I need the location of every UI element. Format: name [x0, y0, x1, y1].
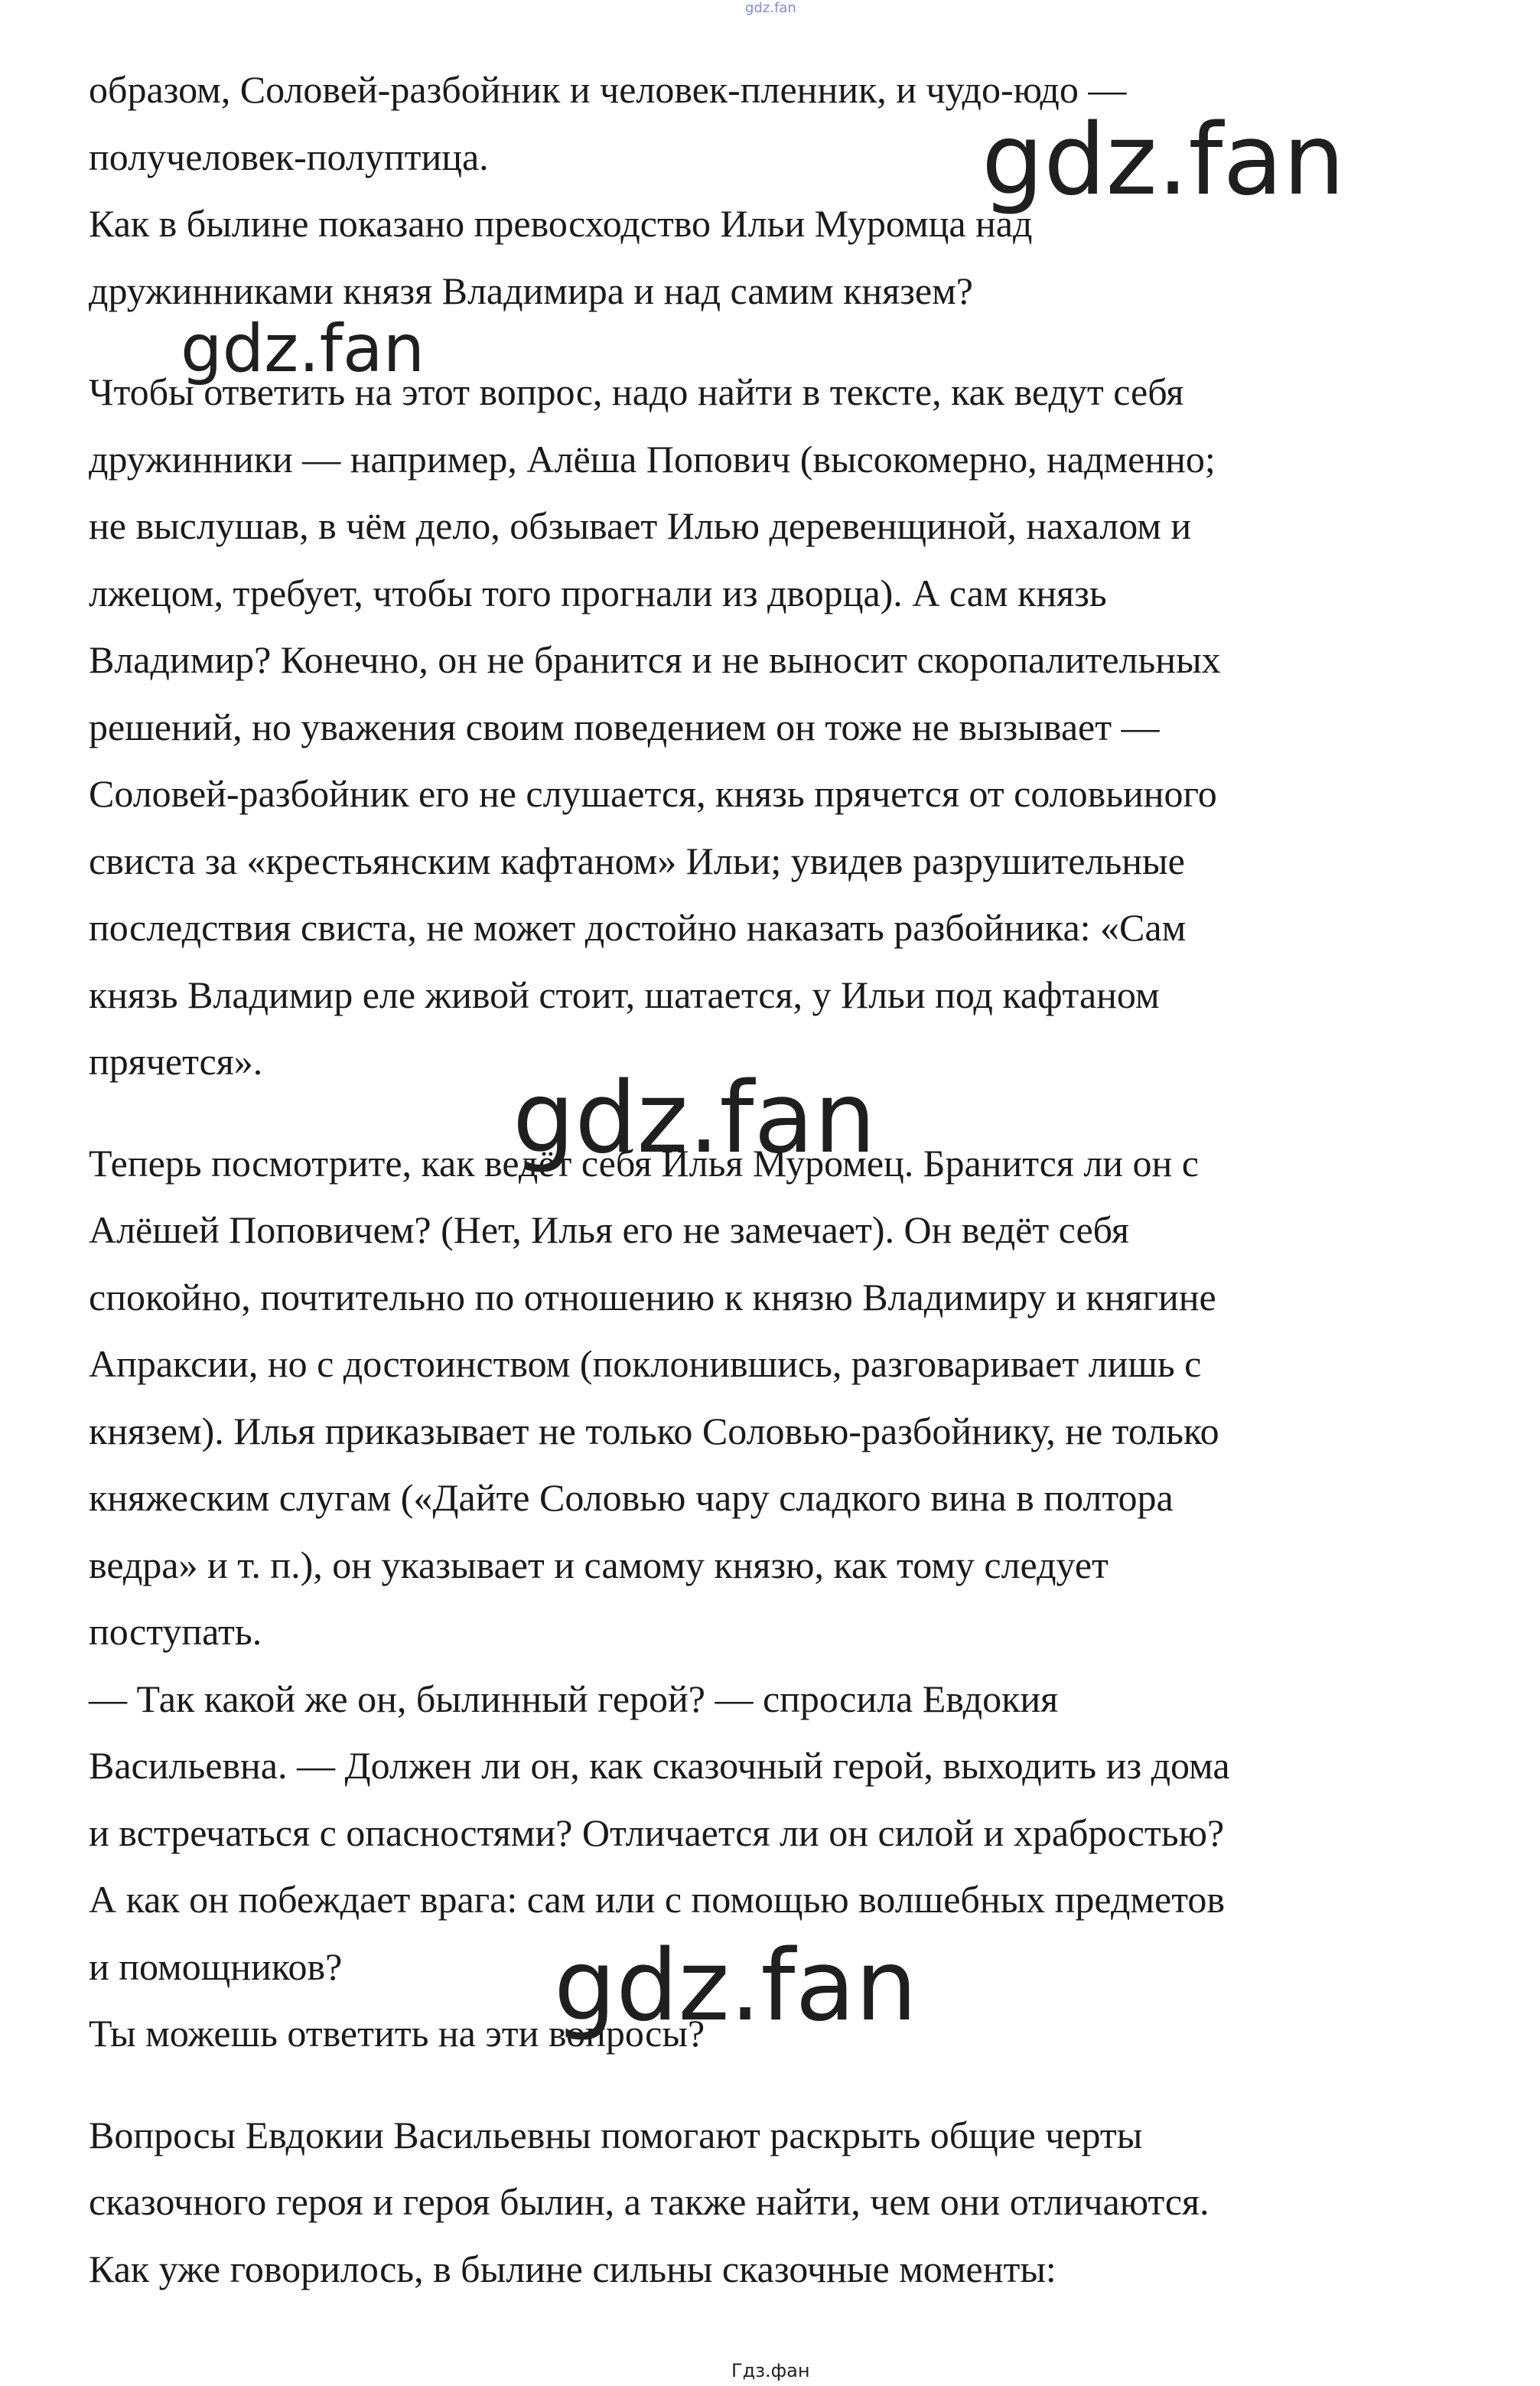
- text-line: образом, Соловей-разбойник и человек-пленник, и чудо-юдо —: [89, 68, 1127, 111]
- text-line: Соловей-разбойник его не слушается, князь прячется от соловьиного: [89, 772, 1217, 815]
- text-line: Вопросы Евдокии Васильевны помогают раскрыть общие черты: [89, 2113, 1143, 2156]
- text-line: спокойно, почтительно по отношению к князю Владимиру и княгине: [89, 1275, 1216, 1318]
- text-line: Как уже говорилось, в былине сильны сказочные моменты:: [89, 2247, 1057, 2290]
- text-line: Васильевна. — Должен ли он, как сказочный герой, выходить из дома: [89, 1744, 1230, 1787]
- text-line: А как он побеждает врага: сам или с помощью волшебных предметов: [89, 1878, 1226, 1921]
- text-line: прячется».: [89, 1040, 263, 1083]
- text-line: поступать.: [89, 1610, 262, 1653]
- watermark: gdz.fan: [554, 1929, 917, 2043]
- text-line: не выслушав, в чём дело, обзывает Илью деревенщиной, нахалом и: [89, 504, 1192, 547]
- text-line: лжецом, требует, чтобы того прогнали из дворца). А сам князь: [89, 571, 1107, 614]
- text-line: дружинники — например, Алёша Попович (высокомерно, надменно;: [89, 437, 1216, 481]
- text-line: последствия свиста, не может достойно наказать разбойника: «Сам: [89, 906, 1187, 949]
- text-line: получеловек-полуптица.: [89, 135, 489, 178]
- page-footer: Гдз.фан: [731, 2360, 810, 2381]
- text-line: Ты можешь ответить на эти вопросы?: [89, 2012, 705, 2055]
- text-line: и помощников?: [89, 1944, 343, 1988]
- text-line: Апраксии, но с достоинством (поклонившись, разговаривает лишь с: [89, 1342, 1202, 1385]
- paragraph: [89, 359, 1466, 1096]
- site-mark-top: gdz.fan: [745, 0, 796, 16]
- text-line: Чтобы ответить на этот вопрос, надо найти в тексте, как ведут себя: [89, 370, 1184, 413]
- text-line: князь Владимир еле живой стоит, шатается, у Ильи под кафтаном: [89, 973, 1160, 1016]
- paragraph: [89, 2102, 1466, 2303]
- text-line: Владимир? Конечно, он не бранится и не выносит скоропалительных: [89, 638, 1221, 681]
- text-line: князем). Илья приказывает не только Соловью-разбойнику, не только: [89, 1409, 1219, 1452]
- watermark: gdz.fan: [181, 311, 425, 387]
- text-line: Теперь посмотрите, как ведёт себя Илья Муромец. Бранится ли он с: [89, 1141, 1200, 1185]
- text-line: княжеским слугам («Дайте Соловью чару сладкого вина в полтора: [89, 1476, 1174, 1519]
- text-line: решений, но уважения своим поведением он тоже не вызывает —: [89, 705, 1160, 748]
- text-line: дружинниками князя Владимира и над самим князем?: [89, 269, 973, 312]
- paragraph: [89, 1130, 1466, 2068]
- watermark: gdz.fan: [513, 1061, 876, 1175]
- text-line: сказочного героя и героя былин, а также найти, чем они отличаются.: [89, 2180, 1210, 2223]
- paragraph-gap: [89, 2068, 1466, 2102]
- text-line: Алёшей Поповичем? (Нет, Илья его не замечает). Он ведёт себя: [89, 1208, 1129, 1251]
- text-line: Как в былине показано превосходство Ильи Муромца над: [89, 202, 1033, 245]
- text-line: и встречаться с опасностями? Отличается ли он силой и храбростью?: [89, 1811, 1225, 1854]
- watermark: gdz.fan: [982, 103, 1345, 217]
- text-line: свиста за «крестьянским кафтаном» Ильи; увидев разрушительные: [89, 839, 1185, 882]
- text-line: — Так какой же он, былинный герой? — спросила Евдокия: [89, 1677, 1059, 1720]
- text-line: ведра» и т. п.), он указывает и самому князю, как тому следует: [89, 1543, 1109, 1586]
